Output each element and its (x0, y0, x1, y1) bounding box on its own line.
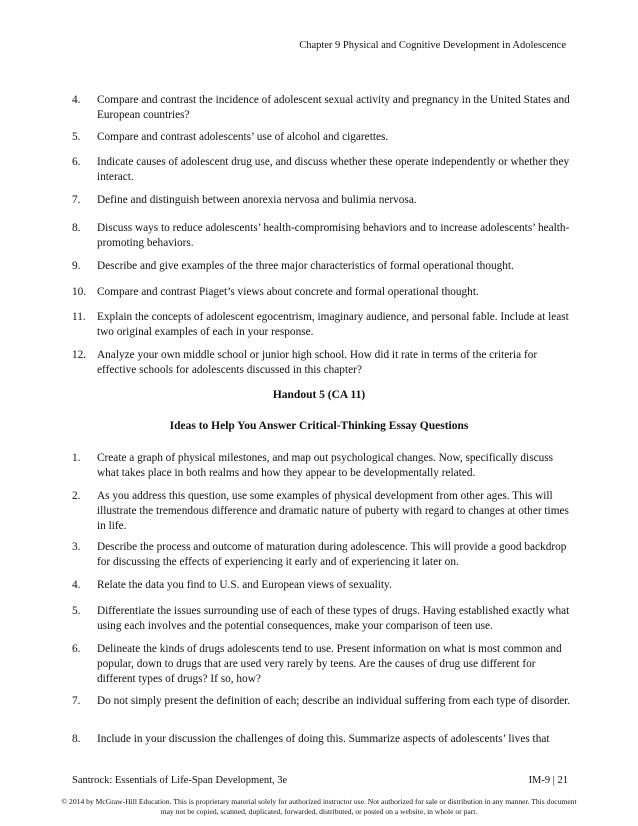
question-number: 7. (72, 194, 81, 206)
question-item (72, 93, 572, 123)
question-item (72, 348, 572, 378)
handout-subtitle: Ideas to Help You Answer Critical-Thinking Essay Questions (169, 420, 469, 432)
idea-item (72, 540, 572, 570)
question-item (72, 130, 572, 145)
question-text: Indicate causes of adolescent drug use, and discuss whether these operate independently or whether they interact. (97, 156, 570, 183)
question-item (72, 221, 572, 251)
question-text: Compare and contrast the incidence of adolescent sexual activity and pregnancy in the United States and European countries? (97, 94, 570, 121)
idea-item (72, 451, 572, 481)
question-item (72, 310, 572, 340)
question-text: Analyze your own middle school or junior high school. How did it rate in terms of the criteria for effective schools for adolescents discussed in this chapter? (97, 349, 538, 376)
idea-item (72, 489, 572, 534)
idea-item (72, 604, 572, 634)
idea-item (72, 694, 572, 709)
running-header: Chapter 9 Physical and Cognitive Development in Adolescence (299, 40, 566, 51)
question-item (72, 259, 572, 274)
idea-item (72, 732, 572, 747)
idea-number: 2. (72, 490, 81, 502)
idea-text: Delineate the kinds of drugs adolescents tend to use. Present information on what is most common and popular, down to drugs that are used very rarely by teens. Are the causes of drug use different for different types of drugs? If so, how? (97, 643, 562, 685)
idea-number: 5. (72, 605, 81, 617)
idea-text: Include in your discussion the challenges of doing this. Summarize aspects of adolescents’ lives that (97, 733, 550, 745)
idea-number: 6. (72, 643, 81, 655)
question-number: 9. (72, 260, 81, 272)
question-number: 4. (72, 94, 81, 106)
question-item (72, 285, 572, 300)
idea-text: Do not simply present the definition of each; describe an individual suffering from each type of disorder. (97, 695, 571, 707)
question-text: Define and distinguish between anorexia nervosa and bulimia nervosa. (97, 194, 417, 206)
question-text: Describe and give examples of the three major characteristics of formal operational thought. (97, 260, 514, 272)
question-number: 6. (72, 156, 81, 168)
idea-number: 4. (72, 579, 81, 591)
idea-text: Describe the process and outcome of maturation during adolescence. This will provide a good backdrop for discussing the effects of experiencing it early and of experiencing it later on. (97, 541, 567, 568)
question-number: 11. (72, 311, 86, 323)
idea-text: Create a graph of physical milestones, and map out psychological changes. Now, specifically discuss what takes place in both realms and how they appear to be developmentally related. (97, 452, 554, 479)
idea-number: 7. (72, 695, 81, 707)
question-text: Compare and contrast adolescents’ use of alcohol and cigarettes. (97, 131, 389, 143)
idea-text: As you address this question, use some examples of physical development from other ages. This will illustrate the tremendous difference and dramatic nature of puberty with regard to changes at other times in life. (97, 490, 569, 532)
footer-page-number: IM-9 | 21 (528, 775, 568, 786)
question-text: Discuss ways to reduce adolescents’ health-compromising behaviors and to increase adolescents’ health-promoting behaviors. (97, 222, 570, 249)
question-number: 12. (72, 349, 87, 361)
question-number: 5. (72, 131, 81, 143)
copyright-notice: © 2014 by McGraw-Hill Education. This is proprietary material solely for authorized instructor use. Not authorized for sale or distribution in any manner. This document may not be copied, scanned, duplicated, forwarded, distributed, or posted on a website, in whole or part. (61, 797, 577, 816)
question-item (72, 193, 572, 208)
question-number: 10. (72, 286, 87, 298)
question-item (72, 155, 572, 185)
idea-number: 1. (72, 452, 81, 464)
handout-title: Handout 5 (CA 11) (272, 389, 366, 401)
question-text: Compare and contrast Piaget’s views about concrete and formal operational thought. (97, 286, 479, 298)
idea-item (72, 642, 572, 687)
idea-number: 3. (72, 541, 81, 553)
question-text: Explain the concepts of adolescent egocentrism, imaginary audience, and personal fable. Include at least two original examples of each in your response. (97, 311, 569, 338)
idea-text: Differentiate the issues surrounding use of each of these types of drugs. Having established exactly what using each involves and the potential consequences, make your comparison of teen use. (97, 605, 570, 632)
idea-text: Relate the data you find to U.S. and European views of sexuality. (97, 579, 392, 591)
idea-number: 8. (72, 733, 81, 745)
footer-book-title: Santrock: Essentials of Life-Span Development, 3e (72, 775, 288, 786)
idea-item (72, 578, 572, 593)
question-number: 8. (72, 222, 81, 234)
